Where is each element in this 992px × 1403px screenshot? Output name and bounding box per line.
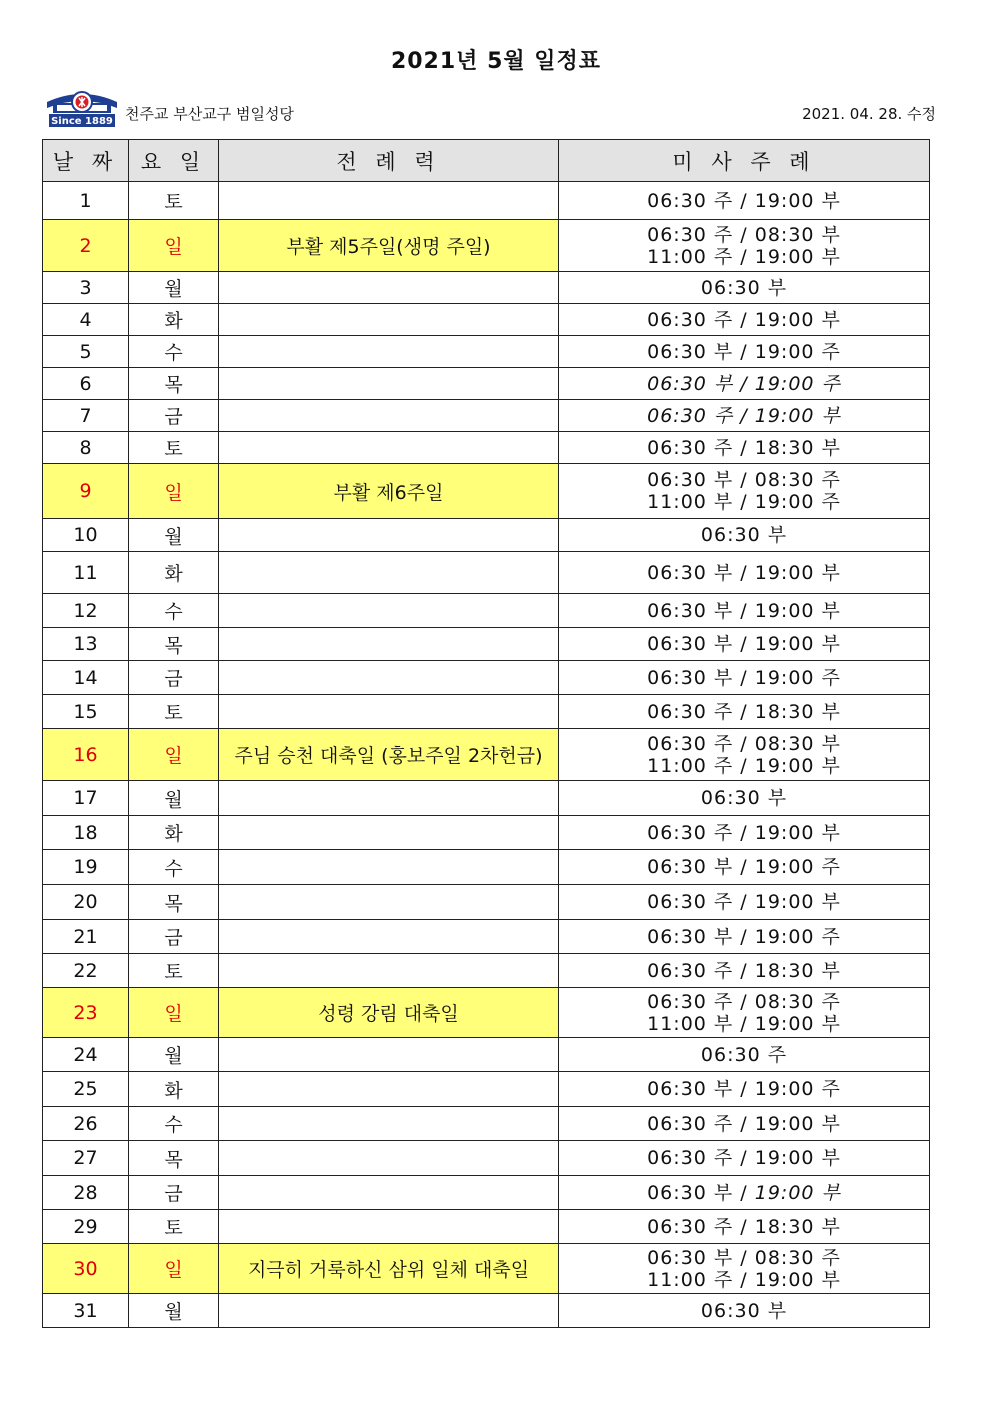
table-row bbox=[43, 816, 930, 850]
mass-line: 06:30 주 bbox=[700, 1043, 788, 1066]
liturgy-cell bbox=[219, 272, 559, 304]
mass-cell bbox=[559, 920, 930, 954]
table-row bbox=[43, 519, 930, 552]
mass-cell bbox=[559, 519, 930, 552]
mass-cell bbox=[559, 729, 930, 781]
table-row bbox=[43, 304, 930, 336]
mass-cell bbox=[559, 850, 930, 885]
liturgy-cell bbox=[219, 304, 559, 336]
mass-cell bbox=[559, 1038, 930, 1072]
liturgy-cell: 주님 승천 대축일 (홍보주일 2차헌금) bbox=[219, 729, 559, 781]
date-cell: 29 bbox=[43, 1210, 129, 1244]
liturgy-cell bbox=[219, 1072, 559, 1107]
table-row bbox=[43, 220, 930, 272]
schedule-table bbox=[42, 139, 930, 1328]
mass-cell bbox=[559, 594, 930, 628]
table-row bbox=[43, 661, 930, 695]
weekday-cell: 월 bbox=[129, 1038, 219, 1072]
table-row bbox=[43, 1141, 930, 1176]
mass-cell bbox=[559, 1210, 930, 1244]
mass-line: 11:00 주 / 19:00 부 bbox=[647, 245, 841, 268]
liturgy-cell bbox=[219, 552, 559, 594]
mass-line: 06:30 부 / 19:00 부 bbox=[647, 561, 841, 584]
liturgy-cell: 성령 강림 대축일 bbox=[219, 988, 559, 1038]
liturgy-cell bbox=[219, 954, 559, 988]
parish-logo bbox=[45, 88, 119, 128]
mass-line: 06:30 주 / 19:00 부 bbox=[647, 1112, 841, 1135]
liturgy-cell bbox=[219, 695, 559, 729]
date-cell: 1 bbox=[43, 182, 129, 220]
table-row bbox=[43, 885, 930, 920]
date-cell: 15 bbox=[43, 695, 129, 729]
date-cell: 14 bbox=[43, 661, 129, 695]
liturgy-cell bbox=[219, 1210, 559, 1244]
mass-line: 06:30 주 / 19:00 부 bbox=[647, 404, 841, 427]
mass-line: 06:30 부 / bbox=[647, 1181, 755, 1204]
logo-text: Since 1889 bbox=[51, 116, 113, 127]
liturgy-cell bbox=[219, 368, 559, 400]
mass-cell bbox=[559, 885, 930, 920]
weekday-cell: 화 bbox=[129, 1072, 219, 1107]
table-row bbox=[43, 552, 930, 594]
table-row bbox=[43, 594, 930, 628]
date-cell: 23 bbox=[43, 988, 129, 1038]
mass-line: 06:30 부 / 19:00 주 bbox=[647, 372, 841, 395]
mass-line: 06:30 부 / 19:00 주 bbox=[647, 666, 841, 689]
mass-line: 06:30 주 / 18:30 부 bbox=[647, 1215, 841, 1238]
weekday-cell: 토 bbox=[129, 954, 219, 988]
mass-line: 06:30 주 / 08:30 부 bbox=[647, 732, 841, 755]
date-cell: 6 bbox=[43, 368, 129, 400]
organization-name: 천주교 부산교구 범일성당 bbox=[125, 105, 294, 123]
liturgy-cell: 부활 제6주일 bbox=[219, 464, 559, 519]
weekday-cell: 금 bbox=[129, 920, 219, 954]
mass-line: 06:30 주 / 19:00 부 bbox=[647, 891, 841, 913]
mass-line: 06:30 부 bbox=[700, 524, 788, 546]
header-liturgy: 전 례 력 bbox=[219, 140, 559, 182]
table-row bbox=[43, 432, 930, 464]
mass-cell bbox=[559, 781, 930, 816]
date-cell: 3 bbox=[43, 272, 129, 304]
date-cell: 13 bbox=[43, 628, 129, 661]
mass-cell bbox=[559, 1072, 930, 1107]
liturgy-cell bbox=[219, 1294, 559, 1328]
weekday-cell: 수 bbox=[129, 1107, 219, 1141]
mass-line: 06:30 부 / 19:00 주 bbox=[647, 925, 841, 948]
table-row bbox=[43, 182, 930, 220]
date-cell: 28 bbox=[43, 1176, 129, 1210]
mass-line: 06:30 주 / 19:00 부 bbox=[647, 308, 841, 331]
liturgy-cell bbox=[219, 182, 559, 220]
table-row bbox=[43, 850, 930, 885]
table-row bbox=[43, 628, 930, 661]
liturgy-cell bbox=[219, 400, 559, 432]
weekday-cell: 금 bbox=[129, 400, 219, 432]
date-cell: 27 bbox=[43, 1141, 129, 1176]
mass-line: 11:00 부 / 19:00 부 bbox=[647, 1012, 841, 1035]
date-cell: 17 bbox=[43, 781, 129, 816]
mass-line: 06:30 부 bbox=[700, 276, 788, 299]
table-row bbox=[43, 1176, 930, 1210]
mass-line: 06:30 부 / 19:00 주 bbox=[647, 856, 841, 878]
weekday-cell: 금 bbox=[129, 661, 219, 695]
liturgy-cell bbox=[219, 816, 559, 850]
date-cell: 9 bbox=[43, 464, 129, 519]
date-cell: 24 bbox=[43, 1038, 129, 1072]
mass-line: 06:30 부 / 19:00 부 bbox=[647, 633, 841, 655]
mass-cell bbox=[559, 182, 930, 220]
weekday-cell: 월 bbox=[129, 1294, 219, 1328]
date-cell: 22 bbox=[43, 954, 129, 988]
table-row bbox=[43, 272, 930, 304]
weekday-cell: 토 bbox=[129, 182, 219, 220]
table-row bbox=[43, 1072, 930, 1107]
mass-cell bbox=[559, 464, 930, 519]
weekday-cell: 일 bbox=[129, 464, 219, 519]
weekday-cell: 화 bbox=[129, 816, 219, 850]
mass-line: 06:30 주 / 18:30 부 bbox=[647, 436, 841, 459]
mass-line: 11:00 부 / 19:00 주 bbox=[647, 491, 841, 513]
table-row bbox=[43, 729, 930, 781]
mass-line: 06:30 주 / 18:30 부 bbox=[647, 700, 841, 723]
header-mass: 미 사 주 례 bbox=[559, 140, 930, 182]
liturgy-cell bbox=[219, 1038, 559, 1072]
mass-line: 06:30 부 / 19:00 부 bbox=[647, 599, 841, 622]
table-row bbox=[43, 1038, 930, 1072]
header-date: 날 짜 bbox=[43, 140, 129, 182]
mass-line: 19:00 부 bbox=[754, 1181, 841, 1204]
mass-line: 11:00 주 / 19:00 부 bbox=[647, 1268, 841, 1291]
mass-cell bbox=[559, 1107, 930, 1141]
weekday-cell: 목 bbox=[129, 1141, 219, 1176]
table-row bbox=[43, 988, 930, 1038]
mass-line: 06:30 부 / 08:30 주 bbox=[647, 469, 841, 491]
table-row bbox=[43, 954, 930, 988]
date-cell: 11 bbox=[43, 552, 129, 594]
date-cell: 12 bbox=[43, 594, 129, 628]
date-cell: 5 bbox=[43, 336, 129, 368]
date-cell: 21 bbox=[43, 920, 129, 954]
date-cell: 26 bbox=[43, 1107, 129, 1141]
mass-line: 06:30 주 / 19:00 부 bbox=[647, 1147, 841, 1169]
mass-cell bbox=[559, 816, 930, 850]
mass-line: 06:30 부 / 19:00 주 bbox=[647, 1078, 841, 1100]
liturgy-cell bbox=[219, 1107, 559, 1141]
date-cell: 19 bbox=[43, 850, 129, 885]
mass-cell bbox=[559, 1294, 930, 1328]
liturgy-cell bbox=[219, 1176, 559, 1210]
weekday-cell: 목 bbox=[129, 628, 219, 661]
date-cell: 18 bbox=[43, 816, 129, 850]
date-cell: 4 bbox=[43, 304, 129, 336]
date-cell: 16 bbox=[43, 729, 129, 781]
date-cell: 25 bbox=[43, 1072, 129, 1107]
date-cell: 2 bbox=[43, 220, 129, 272]
date-cell: 10 bbox=[43, 519, 129, 552]
mass-cell bbox=[559, 336, 930, 368]
mass-line: 06:30 부 bbox=[700, 1299, 788, 1322]
mass-cell bbox=[559, 368, 930, 400]
table-row bbox=[43, 1210, 930, 1244]
table-row bbox=[43, 1244, 930, 1294]
mass-line: 06:30 주 / 19:00 부 bbox=[647, 189, 841, 212]
liturgy-cell bbox=[219, 594, 559, 628]
liturgy-cell bbox=[219, 850, 559, 885]
liturgy-cell bbox=[219, 519, 559, 552]
table-row bbox=[43, 400, 930, 432]
weekday-cell: 일 bbox=[129, 729, 219, 781]
table-row bbox=[43, 336, 930, 368]
mass-cell bbox=[559, 400, 930, 432]
page-title: 2021년 5월 일정표 bbox=[390, 49, 602, 74]
liturgy-cell bbox=[219, 1141, 559, 1176]
mass-cell bbox=[559, 628, 930, 661]
weekday-cell: 일 bbox=[129, 1244, 219, 1294]
mass-line: 11:00 주 / 19:00 부 bbox=[647, 754, 841, 777]
mass-line: 06:30 주 / 18:30 부 bbox=[647, 959, 841, 982]
mass-line: 06:30 부 / 19:00 주 bbox=[647, 340, 841, 363]
revision-date: 2021. 04. 28. 수정 bbox=[802, 105, 936, 123]
weekday-cell: 수 bbox=[129, 336, 219, 368]
mass-cell bbox=[559, 988, 930, 1038]
weekday-cell: 토 bbox=[129, 1210, 219, 1244]
date-cell: 7 bbox=[43, 400, 129, 432]
liturgy-cell bbox=[219, 920, 559, 954]
date-cell: 8 bbox=[43, 432, 129, 464]
table-row bbox=[43, 1294, 930, 1328]
liturgy-cell bbox=[219, 661, 559, 695]
mass-line: 06:30 주 / 19:00 부 bbox=[647, 821, 841, 844]
weekday-cell: 수 bbox=[129, 850, 219, 885]
mass-line: 06:30 부 / 08:30 주 bbox=[647, 1246, 841, 1269]
mass-line: 06:30 주 / 08:30 주 bbox=[647, 990, 841, 1013]
mass-cell bbox=[559, 661, 930, 695]
weekday-cell: 화 bbox=[129, 304, 219, 336]
table-row bbox=[43, 695, 930, 729]
weekday-cell: 월 bbox=[129, 272, 219, 304]
mass-cell bbox=[559, 1176, 930, 1210]
date-cell: 30 bbox=[43, 1244, 129, 1294]
mass-cell bbox=[559, 552, 930, 594]
table-row bbox=[43, 368, 930, 400]
mass-cell bbox=[559, 954, 930, 988]
date-cell: 20 bbox=[43, 885, 129, 920]
mass-cell bbox=[559, 304, 930, 336]
liturgy-cell: 지극히 거룩하신 삼위 일체 대축일 bbox=[219, 1244, 559, 1294]
table-header-row bbox=[43, 140, 930, 182]
weekday-cell: 목 bbox=[129, 885, 219, 920]
liturgy-cell: 부활 제5주일(생명 주일) bbox=[219, 220, 559, 272]
date-cell: 31 bbox=[43, 1294, 129, 1328]
weekday-cell: 월 bbox=[129, 519, 219, 552]
mass-line: 06:30 주 / 08:30 부 bbox=[647, 223, 841, 246]
mass-cell bbox=[559, 432, 930, 464]
liturgy-cell bbox=[219, 336, 559, 368]
weekday-cell: 토 bbox=[129, 695, 219, 729]
liturgy-cell bbox=[219, 628, 559, 661]
liturgy-cell bbox=[219, 781, 559, 816]
liturgy-cell bbox=[219, 432, 559, 464]
header-weekday: 요 일 bbox=[129, 140, 219, 182]
table-row bbox=[43, 464, 930, 519]
weekday-cell: 토 bbox=[129, 432, 219, 464]
mass-cell bbox=[559, 1244, 930, 1294]
mass-line: 06:30 부 bbox=[700, 787, 788, 809]
weekday-cell: 금 bbox=[129, 1176, 219, 1210]
weekday-cell: 목 bbox=[129, 368, 219, 400]
mass-cell bbox=[559, 695, 930, 729]
mass-cell bbox=[559, 1141, 930, 1176]
liturgy-cell bbox=[219, 885, 559, 920]
table-row bbox=[43, 1107, 930, 1141]
table-row bbox=[43, 781, 930, 816]
mass-cell bbox=[559, 272, 930, 304]
mass-cell bbox=[559, 220, 930, 272]
weekday-cell: 일 bbox=[129, 220, 219, 272]
weekday-cell: 일 bbox=[129, 988, 219, 1038]
table-row bbox=[43, 920, 930, 954]
weekday-cell: 화 bbox=[129, 552, 219, 594]
weekday-cell: 월 bbox=[129, 781, 219, 816]
weekday-cell: 수 bbox=[129, 594, 219, 628]
